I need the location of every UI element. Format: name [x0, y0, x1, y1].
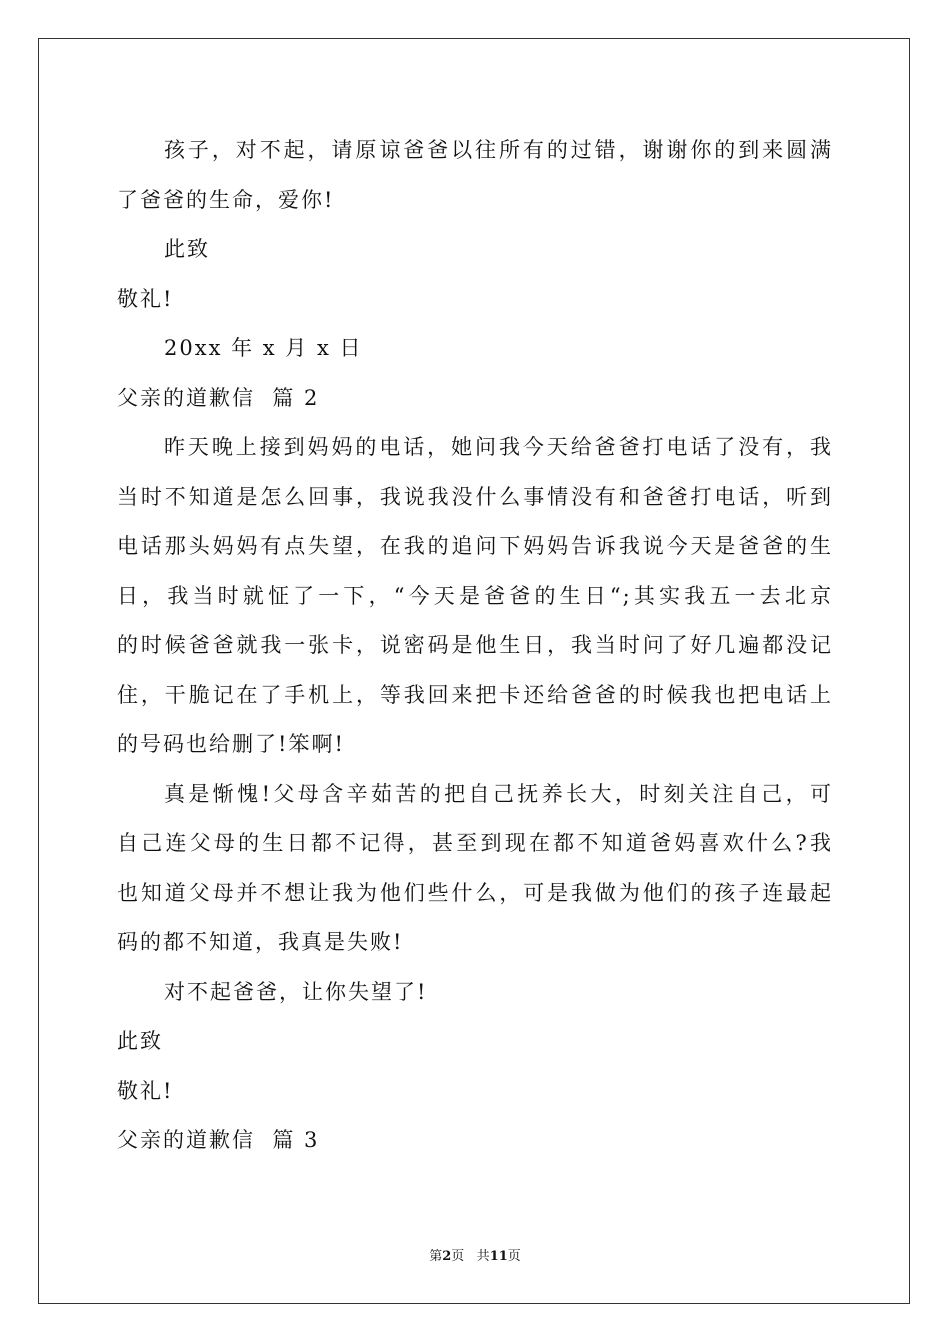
- paragraph-3-line-2: 自己连父母的生日都不记得，甚至到现在都不知道爸妈喜欢什么?我: [117, 831, 833, 855]
- closing-2-salute: 此致: [117, 1029, 163, 1053]
- section-heading-3: 父亲的道歉信 篇 3: [117, 1128, 320, 1152]
- footer-page-suffix: 页: [451, 1249, 465, 1264]
- paragraph-2-line-4: 日，我当时就怔了一下，“今天是爸爸的生日“;其实我五一去北京: [117, 583, 833, 608]
- paragraph-1-line-2: 了爸爸的生命，爱你!: [117, 187, 335, 212]
- letter-date: 20xx 年 x 月 x 日: [164, 336, 363, 360]
- paragraph-1-line-1: 孩子，对不起，请原谅爸爸以往所有的过错，谢谢你的到来圆满: [164, 138, 833, 162]
- paragraph-3-line-1: 真是惭愧!父母含辛茹苦的把自己抚养长大，时刻关注自己，可: [164, 781, 833, 806]
- paragraph-4: 对不起爸爸，让你失望了!: [164, 979, 428, 1004]
- footer-prefix: 第: [429, 1249, 443, 1264]
- paragraph-2-line-1: 昨天晚上接到妈妈的电话，她问我今天给爸爸打电话了没有，我: [164, 435, 833, 459]
- document-body: [117, 126, 833, 1166]
- footer-page-number: 2: [442, 1249, 452, 1264]
- paragraph-2-line-2: 当时不知道是怎么回事，我说我没什么事情没有和爸爸打电话，听到: [117, 484, 833, 509]
- paragraph-2-line-5: 的时候爸爸就我一张卡，说密码是他生日，我当时问了好几遍都没记: [117, 633, 833, 657]
- closing-2-regards: 敬礼!: [117, 1078, 174, 1103]
- page-footer: [0, 1248, 950, 1266]
- paragraph-2-line-6: 住，干脆记在了手机上，等我回来把卡还给爸爸的时候我也把电话上: [117, 682, 833, 707]
- paragraph-3-line-4: 码的都不知道，我真是失败!: [117, 930, 404, 954]
- paragraph-3-line-3: 也知道父母并不想让我为他们些什么，可是我做为他们的孩子连最起: [117, 880, 833, 905]
- footer-total-pages: 11: [489, 1249, 508, 1264]
- section-heading-2: 父亲的道歉信 篇 2: [117, 385, 320, 410]
- paragraph-2-line-3: 电话那头妈妈有点失望，在我的追问下妈妈告诉我说今天是爸爸的生: [117, 534, 833, 558]
- closing-salute: 此致: [164, 237, 210, 261]
- footer-total-suffix: 页: [507, 1249, 521, 1264]
- closing-regards: 敬礼!: [117, 286, 174, 311]
- paragraph-2-line-7: 的号码也给删了!笨啊!: [117, 732, 345, 756]
- footer-total-prefix: 共: [476, 1249, 490, 1264]
